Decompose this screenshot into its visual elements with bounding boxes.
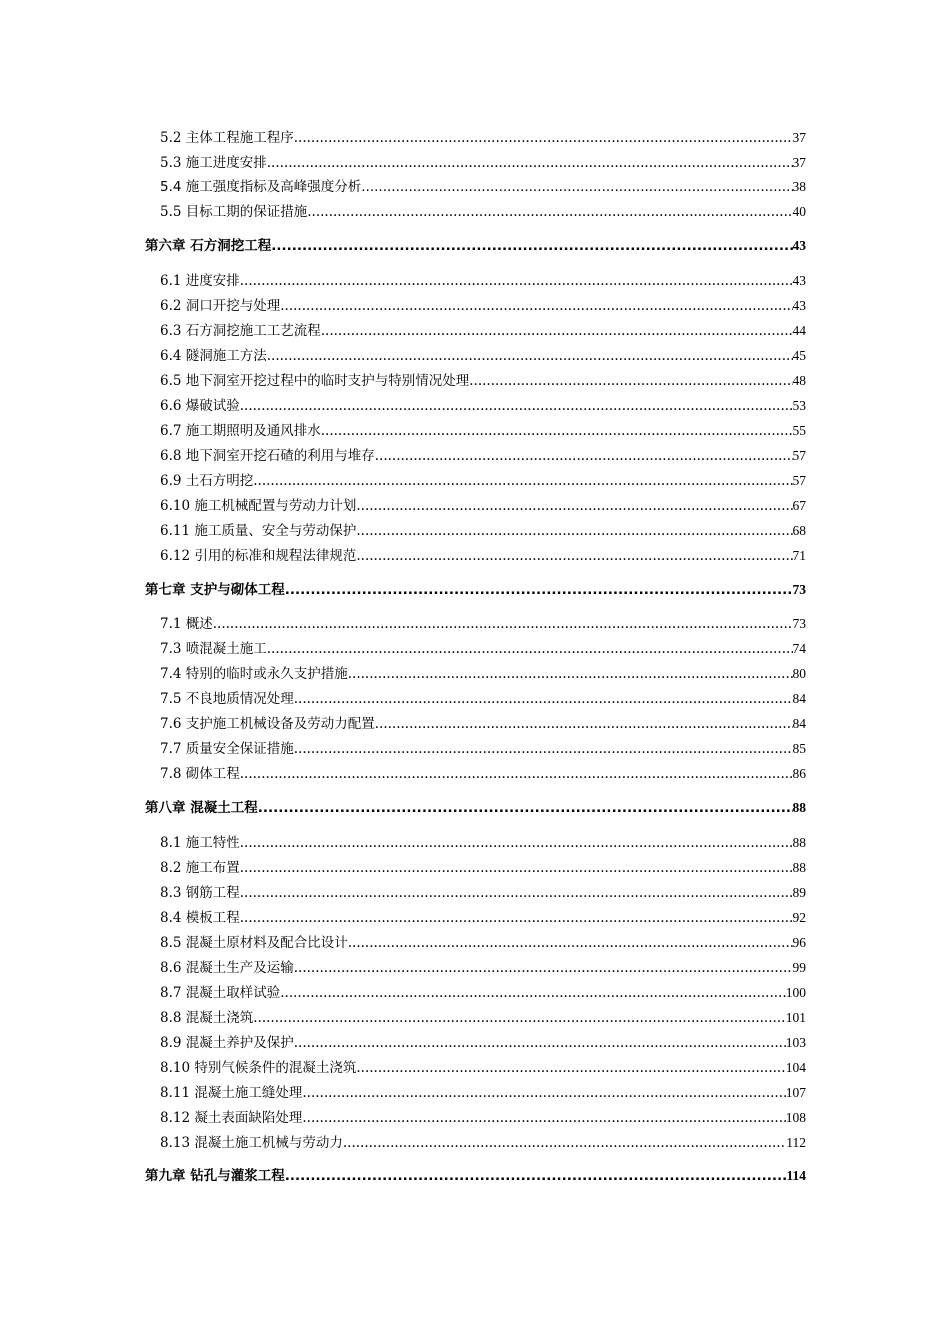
toc-section-entry[interactable]: [160, 271, 806, 291]
toc-dot-leader: [253, 471, 792, 491]
toc-page-number: 86: [792, 766, 806, 781]
toc-page-number: 55: [792, 423, 806, 438]
toc-chapter-entry[interactable]: [145, 236, 806, 256]
toc-page-number: 37: [792, 155, 806, 170]
toc-dot-leader: [240, 908, 793, 928]
toc-entry-title: 8.3 钢筋工程: [160, 885, 240, 901]
toc-entry-title: 8.8 混凝土浇筑: [160, 1010, 254, 1026]
toc-page-number: 73: [792, 582, 806, 597]
toc-section-entry[interactable]: [160, 371, 806, 391]
toc-dot-leader: [356, 546, 792, 566]
toc-dot-leader: [285, 580, 793, 600]
toc-entry-title: 第六章 石方洞挖工程: [145, 238, 272, 254]
toc-page-number: 89: [792, 885, 806, 900]
toc-dot-leader: [240, 396, 793, 416]
toc-entry-title: 6.11 施工质量、安全与劳动保护: [160, 523, 357, 539]
toc-entry-title: 第九章 钻孔与灌浆工程: [145, 1168, 285, 1184]
toc-section-entry[interactable]: [160, 1133, 806, 1153]
toc-dot-leader: [307, 202, 792, 222]
toc-dot-leader: [321, 421, 793, 441]
toc-entry-title: 8.13 混凝土施工机械与劳动力: [160, 1135, 343, 1151]
toc-section-entry[interactable]: [160, 471, 806, 491]
toc-dot-leader: [302, 1108, 785, 1128]
toc-dot-leader: [280, 296, 792, 316]
toc-page-number: 84: [792, 716, 806, 731]
toc-entry-title: 8.10 特别气候条件的混凝土浇筑: [160, 1060, 357, 1076]
toc-dot-leader: [253, 1008, 785, 1028]
toc-section-entry[interactable]: [160, 446, 806, 466]
toc-page-number: 40: [792, 204, 806, 219]
toc-section-entry[interactable]: [160, 858, 806, 878]
toc-entry-title: 6.1 进度安排: [160, 273, 240, 289]
toc-section-entry[interactable]: [160, 202, 806, 222]
toc-section-entry[interactable]: [160, 639, 806, 659]
toc-dot-leader: [280, 983, 785, 1003]
toc-page-number: 100: [785, 985, 806, 1000]
toc-section-entry[interactable]: [160, 664, 806, 684]
toc-section-entry[interactable]: [160, 1108, 806, 1128]
toc-entry-title: 5.2 主体工程施工程序: [160, 130, 294, 146]
toc-section-entry[interactable]: [160, 958, 806, 978]
toc-page-number: 43: [792, 298, 806, 313]
toc-page-number: 71: [792, 548, 806, 563]
toc-section-entry[interactable]: [160, 128, 806, 148]
toc-entry-title: 8.12 凝土表面缺陷处理: [160, 1110, 303, 1126]
toc-entry-title: 8.4 模板工程: [160, 910, 240, 926]
toc-section-entry[interactable]: [160, 614, 806, 634]
toc-entry-title: 第七章 支护与砌体工程: [145, 582, 285, 598]
toc-page-number: 112: [786, 1135, 806, 1150]
toc-chapter-entry[interactable]: [145, 798, 806, 818]
toc-section-entry[interactable]: [160, 983, 806, 1003]
toc-dot-leader: [356, 521, 792, 541]
toc-section-entry[interactable]: [160, 933, 806, 953]
toc-dot-leader: [267, 346, 793, 366]
toc-section-entry[interactable]: [160, 739, 806, 759]
toc-dot-leader: [267, 153, 793, 173]
toc-entry-title: 第八章 混凝土工程: [145, 800, 258, 816]
toc-dot-leader: [343, 1133, 786, 1153]
toc-chapter-entry[interactable]: [145, 580, 806, 600]
toc-section-entry[interactable]: [160, 764, 806, 784]
toc-dot-leader: [240, 271, 793, 291]
toc-entry-title: 7.8 砌体工程: [160, 766, 240, 782]
toc-section-entry[interactable]: [160, 296, 806, 316]
toc-entry-title: 7.1 概述: [160, 616, 213, 632]
toc-dot-leader: [321, 321, 793, 341]
toc-section-entry[interactable]: [160, 321, 806, 341]
toc-page-number: 104: [785, 1060, 806, 1075]
toc-dot-leader: [375, 714, 793, 734]
toc-dot-leader: [285, 1166, 787, 1186]
toc-section-entry[interactable]: [160, 1058, 806, 1078]
toc-entry-title: 8.6 混凝土生产及运输: [160, 960, 294, 976]
toc-page-number: 80: [792, 666, 806, 681]
toc-page-number: 53: [792, 398, 806, 413]
toc-entry-title: 7.3 喷混凝土施工: [160, 641, 267, 657]
toc-entry-title: 6.12 引用的标准和规程法律规范: [160, 548, 357, 564]
toc-page-number: 88: [792, 860, 806, 875]
toc-entry-title: 7.4 特别的临时或永久支护措施: [160, 666, 348, 682]
toc-page-number: 96: [792, 935, 806, 950]
toc-page-number: 107: [785, 1085, 806, 1100]
toc-entry-title: 8.5 混凝土原材料及配合比设计: [160, 935, 348, 951]
toc-entry-title: 8.7 混凝土取样试验: [160, 985, 281, 1001]
toc-section-entry[interactable]: [160, 714, 806, 734]
toc-page-number: 114: [786, 1168, 806, 1183]
toc-page-number: 73: [792, 616, 806, 631]
toc-page-number: 68: [792, 523, 806, 538]
toc-dot-leader: [240, 883, 793, 903]
toc-dot-leader: [356, 1058, 785, 1078]
toc-section-entry[interactable]: [160, 883, 806, 903]
toc-entry-title: 8.1 施工特性: [160, 835, 240, 851]
toc-section-entry[interactable]: [160, 546, 806, 566]
toc-entry-title: 6.6 爆破试验: [160, 398, 240, 414]
toc-page-number: 43: [792, 273, 806, 288]
toc-section-entry[interactable]: [160, 1033, 806, 1053]
toc-page-number: 88: [792, 800, 806, 815]
toc-entry-title: 6.9 土石方明挖: [160, 473, 254, 489]
toc-dot-leader: [294, 1033, 786, 1053]
toc-entry-title: 7.6 支护施工机械设备及劳动力配置: [160, 716, 375, 732]
toc-dot-leader: [294, 128, 793, 148]
toc-dot-leader: [302, 1083, 785, 1103]
toc-dot-leader: [271, 236, 792, 256]
toc-dot-leader: [294, 689, 793, 709]
toc-dot-leader: [469, 371, 792, 391]
toc-page-number: 88: [792, 835, 806, 850]
toc-entry-title: 8.11 混凝土施工缝处理: [160, 1085, 303, 1101]
toc-page-number: 43: [792, 238, 806, 253]
toc-dot-leader: [258, 798, 793, 818]
toc-section-entry[interactable]: [160, 421, 806, 441]
toc-page-number: 48: [792, 373, 806, 388]
toc-entry-title: 7.7 质量安全保证措施: [160, 741, 294, 757]
toc-dot-leader: [356, 496, 792, 516]
toc-entry-title: 5.3 施工进度安排: [160, 155, 267, 171]
toc-section-entry[interactable]: [160, 496, 806, 516]
toc-dot-leader: [240, 764, 793, 784]
toc-entry-title: 5.5 目标工期的保证措施: [160, 204, 308, 220]
toc-section-entry[interactable]: [160, 346, 806, 366]
toc-dot-leader: [348, 933, 793, 953]
toc-entry-title: 6.3 石方洞挖施工工艺流程: [160, 323, 321, 339]
toc-dot-leader: [240, 833, 793, 853]
toc-page-number: 57: [792, 473, 806, 488]
toc-entry-title: 6.10 施工机械配置与劳动力计划: [160, 498, 357, 514]
toc-section-entry[interactable]: [160, 689, 806, 709]
toc-section-entry[interactable]: [160, 1083, 806, 1103]
toc-page-number: 74: [792, 641, 806, 656]
toc-page-number: 92: [792, 910, 806, 925]
toc-entry-title: 8.2 施工布置: [160, 860, 240, 876]
toc-dot-leader: [375, 446, 793, 466]
toc-page-number: 67: [792, 498, 806, 513]
toc-page-number: 84: [792, 691, 806, 706]
toc-section-entry[interactable]: [160, 1008, 806, 1028]
toc-dot-leader: [240, 858, 793, 878]
toc-page-number: 99: [792, 960, 806, 975]
toc-page-number: 44: [792, 323, 806, 338]
toc-page-number: 57: [792, 448, 806, 463]
toc-entry-title: 5.4 施工强度指标及高峰强度分析: [160, 179, 362, 195]
toc-entry-title: 6.8 地下洞室开挖石碴的利用与堆存: [160, 448, 375, 464]
toc-page-number: 101: [785, 1010, 806, 1025]
toc-dot-leader: [361, 177, 792, 197]
toc-entry-title: 7.5 不良地质情况处理: [160, 691, 294, 707]
toc-section-entry[interactable]: [160, 177, 806, 197]
toc-page-number: 103: [785, 1035, 806, 1050]
toc-entry-title: 8.9 混凝土养护及保护: [160, 1035, 294, 1051]
toc-section-entry[interactable]: [160, 833, 806, 853]
toc-chapter-entry[interactable]: [145, 1166, 806, 1186]
toc-entry-title: 6.7 施工期照明及通风排水: [160, 423, 321, 439]
toc-dot-leader: [267, 639, 793, 659]
toc-page-number: 38: [792, 179, 806, 194]
toc-entry-title: 6.2 洞口开挖与处理: [160, 298, 281, 314]
toc-dot-leader: [348, 664, 793, 684]
toc-dot-leader: [213, 614, 793, 634]
toc-page-number: 45: [792, 348, 806, 363]
toc-dot-leader: [294, 739, 793, 759]
toc-section-entry[interactable]: [160, 908, 806, 928]
toc-entry-title: 6.5 地下洞室开挖过程中的临时支护与特别情况处理: [160, 373, 470, 389]
toc-section-entry[interactable]: [160, 521, 806, 541]
toc-page-number: 37: [792, 130, 806, 145]
toc-section-entry[interactable]: [160, 396, 806, 416]
toc-entry-title: 6.4 隧洞施工方法: [160, 348, 267, 364]
toc-page-number: 85: [792, 741, 806, 756]
toc-page-number: 108: [785, 1110, 806, 1125]
toc-section-entry[interactable]: [160, 153, 806, 173]
toc-dot-leader: [294, 958, 793, 978]
